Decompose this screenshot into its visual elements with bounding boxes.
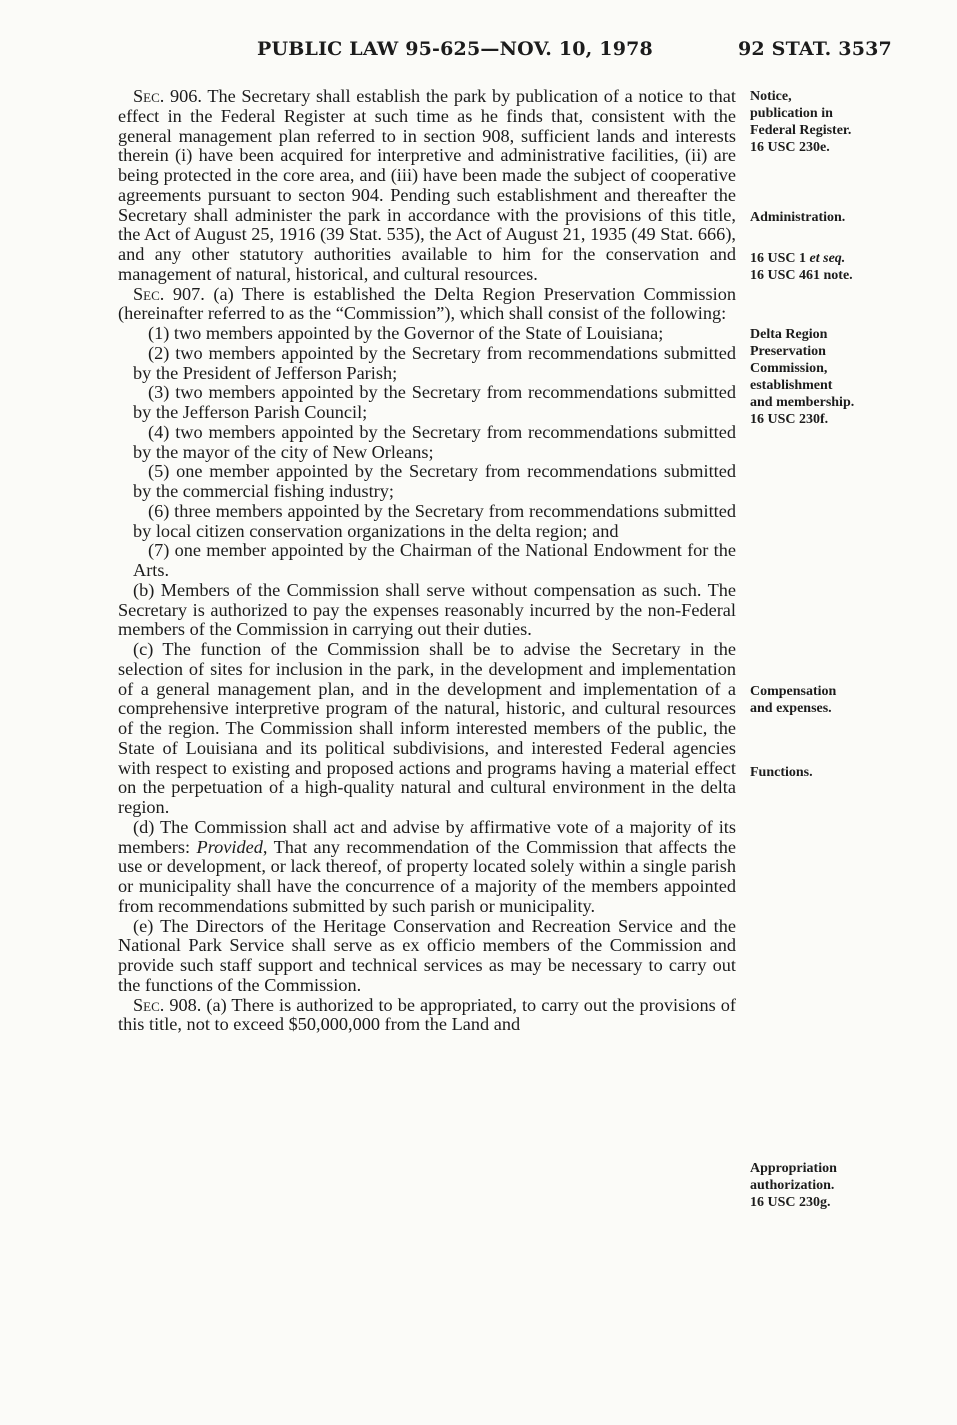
paragraph-d [118,818,736,917]
paragraph-c: (c) The function of the Commission shall be to advise the Secretary in the selection of sites for inclusion in the park, in the development and implementation of a general management plan, and in the development and implementation of a comprehensive interpretive program of the natural, historic, and cultural resources of the region. The Commission shall inform interested members of the public, the State of Louisiana and its political subdivisions, and interested Federal agencies with respect to existing and proposed actions and programs having a material effect on the perpetuation of a high-quality natural and cultural environment in the delta region. [118,639,736,817]
section-text: The Secretary shall establish the park by publication of a notice to that effect in the Federal Register at such time as he finds that, consistent with the general management plan referred to in section 908, sufficient lands and interests therein (i) have been acquired for interpretive and administrative facilities, (ii) are being protected in the core area, and (iii) have been made the subject of cooperative agreements pursuant to secton 904. Pending such establishment and thereafter the Secretary shall administer the park in accordance with the provisions of this title, the Act of August 25, 1916 (39 Stat. 535), the Act of August 21, 1935 (49 Stat. 666), and any other statutory authorities available to him for the conservation and management of natural, historical, and cultural resources. [118,86,736,284]
margin-note-delta-commission: Delta Region Preservation Commission, establishment and membership. 16 USC 230f. [750,327,855,427]
section-907-intro [118,285,736,325]
list-item: (3) two members appointed by the Secretary from recommendations submitted by the Jefferson Parish Council; [133,382,736,422]
section-text: (a) There is authorized to be appropriated, to carry out the provisions of this title, not to exceed $50,000,000 from the Land and [118,994,736,1035]
page-header [0,38,957,68]
margin-note-compensation: Compensation and expenses. [750,684,837,716]
margin-note-notice: Notice, publication in Federal Register. 16 USC 230e. [750,89,852,155]
margin-note-usc-1: 16 USC 1 et seq. [750,251,846,266]
statute-page-number: 92 STAT. 3537 [738,38,892,60]
list-item: (7) one member appointed by the Chairman of the National Endowment for the Arts. [133,540,736,580]
page-title: PUBLIC LAW 95-625—NOV. 10, 1978 [257,38,653,60]
margin-note-usc-461: 16 USC 461 note. [750,268,853,283]
section-label: Sec. 906. [133,86,202,106]
list-item: (4) two members appointed by the Secretary from recommendations submitted by the mayor of the city of New Orleans; [133,421,736,462]
body-text [118,87,736,1035]
section-906 [118,87,736,285]
list-item: (1) two members appointed by the Governor of the State of Louisiana; [148,323,664,343]
provided-term: Provided [196,836,263,857]
margin-note-administration: Administration. [750,210,846,225]
section-text: (a) There is established the Delta Region Preservation Commission (hereinafter referred to as the “Commission”), which shall consist of the following: [118,283,736,324]
list-item: (6) three members appointed by the Secretary from recommendations submitted by local citizen conservation organizations in the delta region; and [133,500,736,541]
margin-note-functions: Functions. [750,765,813,780]
section-label: Sec. 908. [133,994,202,1015]
list-item: (5) one member appointed by the Secretary from recommendations submitted by the commercial fishing industry; [133,461,736,501]
paragraph-d-start: (d) The Commission shall act and advise by affirmative vote of a majority of its members: [118,816,736,857]
paragraph-e: (e) The Directors of the Heritage Conservation and Recreation Service and the National Park Service shall serve as ex officio members of the Commission and provide such staff support and technical services as may be necessary to carry out the functions of the Commission. [118,915,736,995]
section-908 [118,996,736,1036]
paragraph-d-end: , That any recommendation of the Commission that affects the use or development, or lack thereof, of property located solely within a single parish or municipality shall have the concurrence of a majority of the members appointed from recommendations submitted by such parish or municipality. [118,836,736,916]
section-label: Sec. 907. [133,283,205,304]
margin-note-appropriation: Appropriation authorization. 16 USC 230g. [750,1161,837,1210]
list-item: (2) two members appointed by the Secretary from recommendations submitted by the President of Jefferson Parish; [133,342,736,383]
paragraph-b: (b) Members of the Commission shall serve without compensation as such. The Secretary is authorized to pay the expenses reasonably incurred by the non-Federal members of the Commission in carrying out their duties. [118,579,736,640]
